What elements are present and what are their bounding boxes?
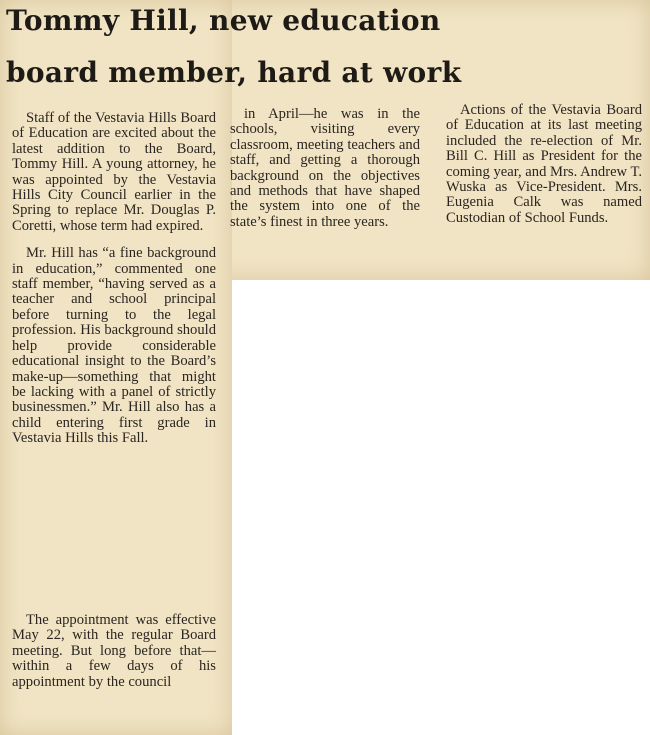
headline-line-2: board member, hard at work: [6, 56, 462, 89]
paragraph-continuation: in April—he was in the schools, visiting every classroom, meeting teachers and staff, and getting a thorough background on the objectives and methods that have shaped the system into one of the state’s finest in three years.: [230, 106, 420, 230]
paragraph-appointment: The appointment was effective May 22, with the regular Board meeting. But long before that—within a few days of his appointment by the council: [12, 612, 216, 690]
paragraph-board-actions: Actions of the Vestavia Board of Education at its last meeting included the re-election of Mr. Bill C. Hill as President for the coming year, and Mrs. Andrew T. Wuska as Vice-President. Mrs. Eugenia Calk was named Custodian of School Funds.: [446, 102, 642, 226]
article-column-1: [12, 111, 216, 447]
article-column-3: [446, 103, 642, 226]
article-column-2: [230, 107, 420, 230]
headline-line-1: Tommy Hill, new education: [6, 4, 441, 37]
paragraph-intro: Staff of the Vestavia Hills Board of Education are excited about the latest addition to the Board, Tommy Hill. A young attorney, he was appointed by the Vestavia Hills City Council earlier in the Spring to replace Mr. Douglas P. Coretti, whose term had expired.: [12, 110, 216, 234]
paragraph-background: Mr. Hill has “a fine background in education,” commented one staff member, “having served as a teacher and school principal before turning to the legal profession. His background should help provide considerable educational insight to the Board’s make-up—something that might be lacking with a panel of strictly businessmen.” Mr. Hill also has a child entering first grade in Vestavia Hills this Fall.: [12, 245, 216, 447]
